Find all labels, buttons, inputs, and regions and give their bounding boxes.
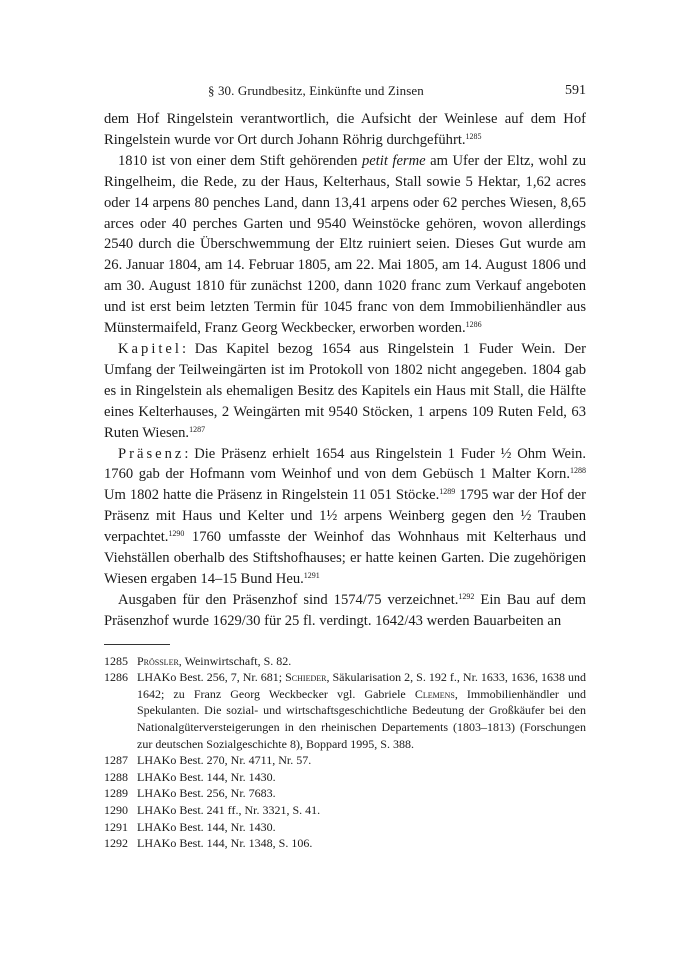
footnote-number: 1292	[104, 836, 128, 851]
body-text	[104, 109, 586, 632]
footnote-number: 1286	[104, 670, 128, 685]
paragraph	[104, 109, 586, 151]
page	[104, 83, 586, 852]
footnote-ref[interactable]: 1288	[570, 466, 586, 476]
footnote	[104, 653, 586, 670]
footnote	[104, 769, 586, 786]
text-run: Ausgaben für den Präsenzhof sind 1574/75 verzeichnet.	[118, 591, 459, 608]
footnote-ref[interactable]: 1292	[458, 591, 475, 601]
footnote-ref[interactable]: 1291	[303, 570, 320, 580]
footnote-number: 1289	[104, 786, 128, 801]
spaced-heading: Präsenz	[118, 445, 185, 462]
footnotes	[104, 653, 586, 852]
text-run: 1795 war der Hof der Präsenz mit Haus und Kelter und 1½ arpens Weinberg gegen den ½ Trauben verpachtet.	[104, 487, 586, 546]
footnote-text: LHAKo Best. 144, Nr. 1348, S. 106.	[137, 836, 313, 851]
text-run: 1760 umfasste der Weinhof das Wohnhaus mit Kelterhaus und Viehställen oberhalb des Stiftshofhauses; er hatte keinen Garten. Die zugehörigen Wiesen ergaben 14–15 Bund Heu.	[104, 529, 586, 587]
footnote-text: , Säkularisation 2, S. 192 f., Nr. 1633, 1636, 1638 und 1642; zu Franz Georg Weckbecker vgl. Gabriele	[137, 670, 586, 701]
footnote	[104, 785, 586, 802]
footnote-text: LHAKo Best. 144, Nr. 1430.	[137, 819, 276, 834]
footnote-number: 1288	[104, 769, 128, 784]
text-run: Um 1802 hatte die Präsenz in Ringelstein 11 051 Stöcke.	[104, 487, 440, 504]
paragraph	[104, 444, 586, 590]
footnote-number: 1290	[104, 803, 128, 817]
footnote-text: , Weinwirtschaft, S. 82.	[178, 653, 292, 668]
text-run: Ein Bau auf dem Präsenzhof wurde 1629/30 für 25 fl. verdingt. 1642/43 werden Bauarbeiten an	[104, 591, 586, 629]
footnote	[104, 669, 586, 752]
text-run: am Ufer der Eltz, wohl zu Ringelheim, die Rede, zu der Haus, Kelterhaus, Stall sowie 5 Hektar, 1,62 acres oder 14 arpens 80 penches Land, dann 13,41 arpens oder 62 perches Wiesen, 8,65 arces oder 40 perches Garten und 9540 Weinstöcke gehören, wovon allerdings 2540 durch die Überschwemmung der Eltz ruiniert seien. Dieses Gut wurde am 26. Januar 1804, am 14. Februar 1805, am 22. Mai 1805, am 14. August 1806 und am 30. August 1810 für zunächst 1200, dann 1020 franc zum Verkauf angeboten und ist erst beim letzten Termin für 1045 franc von dem Immobilienhändler aus Münstermaifeld, Franz Georg Weckbecker, erworben worden.	[104, 152, 586, 337]
paragraph	[104, 151, 586, 339]
spaced-heading: Kapitel	[118, 340, 182, 357]
author-name: Clemens	[414, 686, 455, 701]
text-run: 1810 ist von einer dem Stift gehörenden	[118, 152, 362, 169]
footnote-text: LHAKo Best. 144, Nr. 1430.	[137, 769, 276, 784]
footnote-divider	[104, 644, 170, 645]
footnote-text: LHAKo Best. 256, Nr. 7683.	[137, 786, 276, 801]
running-header	[104, 83, 586, 105]
running-title: § 30. Grundbesitz, Einkünfte und Zinsen	[208, 83, 424, 98]
footnote-text: , Immobilienhändler und Spekulanten. Die sozial- und wirtschaftsgeschichtliche Bedeutung der Großkäufer bei den Nationalgüterversteigerungen in den rheinischen Departements (1803–1813) (Forschungen zur deutschen Sozialgeschichte 8), Boppard 1995, S. 388.	[137, 686, 587, 751]
footnote-number: 1287	[104, 753, 128, 768]
text-run: dem Hof Ringelstein verantwortlich, die Aufsicht der Weinlese auf dem Hof Ringelstein wurde vor Ort durch Johann Röhrig durchgeführt.	[104, 111, 586, 148]
footnote-ref[interactable]: 1286	[465, 320, 482, 330]
emphasis: petit ferme	[361, 152, 426, 169]
footnote-ref[interactable]: 1289	[439, 487, 456, 497]
footnote-ref[interactable]: 1287	[189, 424, 206, 434]
footnote-text: LHAKo Best. 241 ff., Nr. 3321, S. 41.	[137, 803, 321, 817]
footnote-text: LHAKo Best. 270, Nr. 4711, Nr. 57.	[137, 753, 312, 768]
footnote	[104, 802, 586, 819]
footnote-ref[interactable]: 1290	[168, 529, 185, 539]
paragraph	[104, 590, 586, 632]
footnote-text: LHAKo Best. 256, 7, Nr. 681;	[137, 670, 286, 685]
page-number: 591	[565, 83, 586, 98]
footnote-ref[interactable]: 1285	[465, 131, 482, 141]
footnote-number: 1291	[104, 819, 128, 834]
paragraph	[104, 339, 586, 444]
footnote-number: 1285	[104, 653, 128, 668]
footnote	[104, 819, 586, 836]
author-name: Prössler	[137, 653, 179, 668]
author-name: Schieder	[285, 670, 327, 685]
footnote	[104, 752, 586, 769]
text-run: : Die Präsenz erhielt 1654 aus Ringelstein 1 Fuder ½ Ohm Wein. 1760 gab der Hofmann vom Weinhof und von dem Gebüsch 1 Malter Korn.	[104, 445, 586, 483]
footnote	[104, 835, 586, 852]
text-run: : Das Kapitel bezog 1654 aus Ringelstein 1 Fuder Wein. Der Umfang der Teilweingärten ist im Protokoll von 1802 nicht angegeben. 1804 gab es in Ringelstein als ehemaligen Besitz des Kapitels ein Haus mit Stall, die Hälfte eines Kelterhauses, 2 Weingärten mit 9540 Stöcken, 1 arpens 109 Ruten Feld, 63 Ruten Wiesen.	[104, 340, 586, 441]
